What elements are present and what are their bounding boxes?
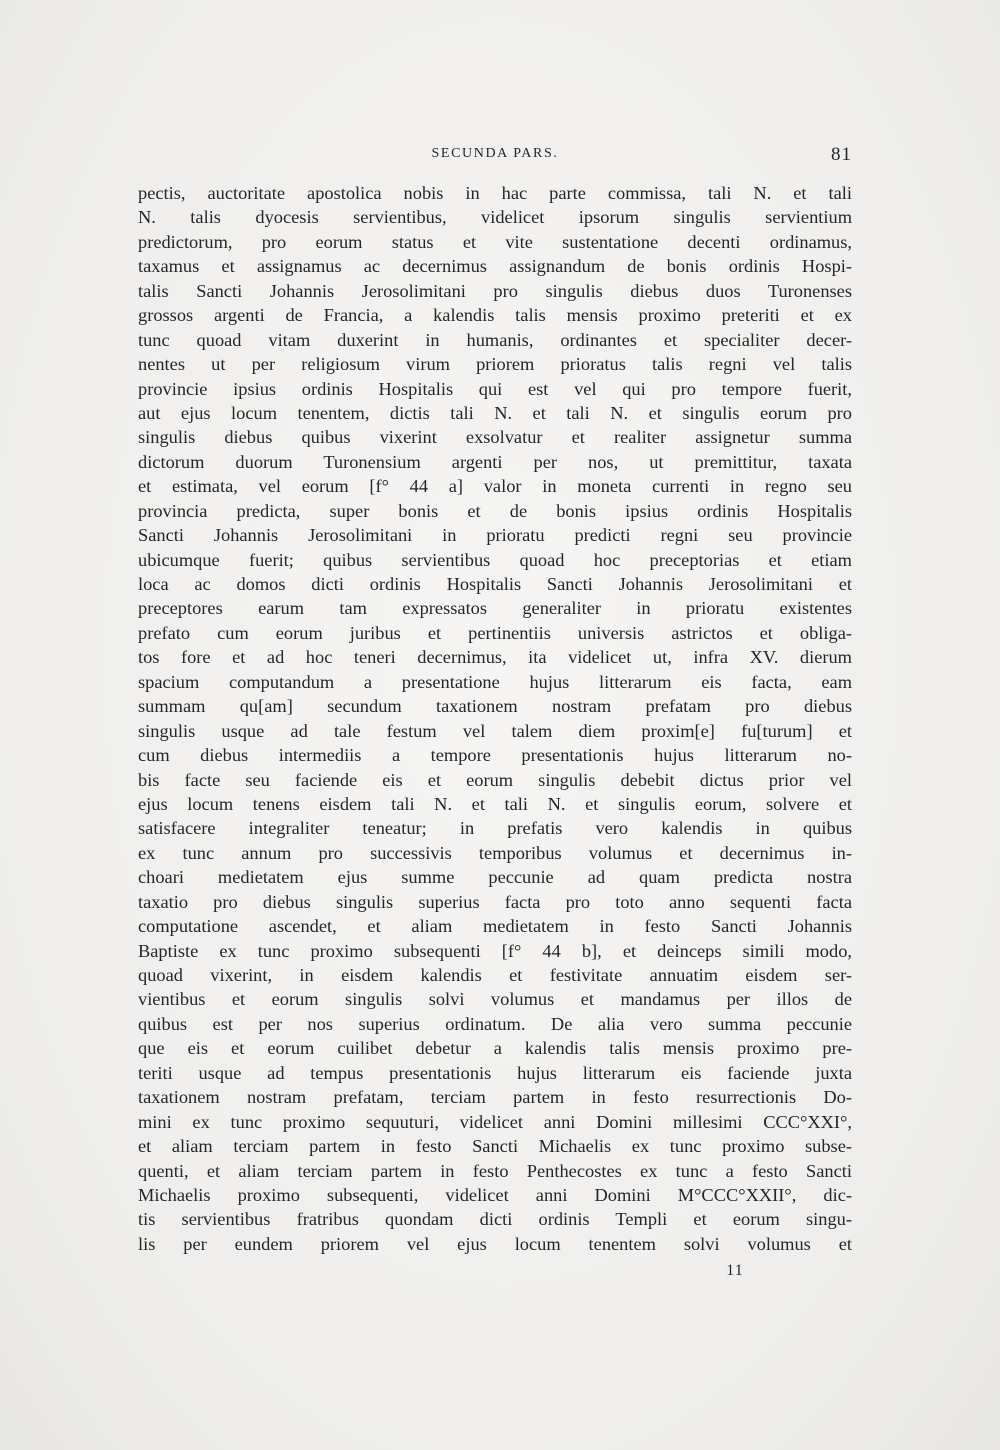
text-line: tos fore et ad hoc teneri decernimus, ita videlicet ut, infra XV. dierum bbox=[138, 647, 852, 668]
text-line: satisfacere integraliter teneatur; in prefatis vero kalendis in quibus bbox=[138, 818, 852, 839]
text-line: N. talis dyocesis servientibus, videlicet ipsorum singulis servientium bbox=[138, 207, 852, 228]
text-line: grossos argenti de Francia, a kalendis talis mensis proximo preteriti et ex bbox=[138, 305, 852, 326]
text-line: ejus locum tenens eisdem tali N. et tali N. et singulis eorum, solvere et bbox=[138, 793, 852, 814]
text-line: dictorum duorum Turonensium argenti per nos, ut premittitur, taxata bbox=[138, 451, 852, 472]
text-line: singulis diebus quibus vixerint exsolvatur et realiter assignetur summa bbox=[138, 427, 852, 448]
text-line: que eis et eorum cuilibet debetur a kalendis talis mensis proximo pre- bbox=[138, 1038, 852, 1059]
text-line: Baptiste ex tunc proximo subsequenti [f° 44 b], et deinceps simili modo, bbox=[138, 940, 852, 961]
text-line: provincia predicta, super bonis et de bonis ipsius ordinis Hospitalis bbox=[138, 500, 852, 521]
text-line: provincie ipsius ordinis Hospitalis qui est vel qui pro tempore fuerit, bbox=[138, 378, 852, 399]
text-line: summam qu[am] secundum taxationem nostram prefatam pro diebus bbox=[138, 696, 852, 717]
text-line: predictorum, pro eorum status et vite sustentatione decenti ordinamus, bbox=[138, 231, 852, 252]
text-line: et estimata, vel eorum [f° 44 a] valor in moneta currenti in regno seu bbox=[138, 476, 852, 497]
text-line: taxationem nostram prefatam, terciam partem in festo resurrectionis Do- bbox=[138, 1087, 852, 1108]
text-line: ex tunc annum pro successivis temporibus volumus et decernimus in- bbox=[138, 842, 852, 863]
text-line: Michaelis proximo subsequenti, videlicet anni Domini M°CCC°XXII°, dic- bbox=[138, 1184, 852, 1205]
text-line: quenti, et aliam terciam partem in festo Penthecostes ex tunc a festo Sancti bbox=[138, 1160, 852, 1181]
text-line: spacium computandum a presentatione hujus litterarum eis facta, eam bbox=[138, 671, 852, 692]
text-line: taxatio pro diebus singulis superius facta pro toto anno sequenti facta bbox=[138, 891, 852, 912]
text-line: quoad vixerint, in eisdem kalendis et festivitate annuatim eisdem ser- bbox=[138, 965, 852, 985]
text-line: bis facte seu faciende eis et eorum singulis debebit dictus prior vel bbox=[138, 769, 852, 790]
text-line: pectis, auctoritate apostolica nobis in hac parte commissa, tali N. et tali bbox=[138, 183, 852, 203]
text-line: vientibus et eorum singulis solvi volumus et mandamus per illos de bbox=[138, 989, 852, 1010]
text-line: quibus est per nos superius ordinatum. De alia vero summa peccunie bbox=[138, 1013, 852, 1034]
text-line: Sancti Johannis Jerosolimitani in prioratu predicti regni seu provincie bbox=[138, 525, 852, 546]
page-header bbox=[138, 146, 852, 170]
text-line: aut ejus locum tenentem, dictis tali N. et tali N. et singulis eorum pro bbox=[138, 402, 852, 423]
text-line: taxamus et assignamus ac decernimus assignandum de bonis ordinis Hospi- bbox=[138, 256, 852, 277]
text-line: cum diebus intermediis a tempore presentationis hujus litterarum no- bbox=[138, 745, 852, 766]
text-line: et aliam terciam partem in festo Sancti Michaelis ex tunc proximo subse- bbox=[138, 1136, 852, 1157]
body-text bbox=[138, 181, 852, 1256]
page-number: 81 bbox=[831, 144, 852, 165]
text-line: prefato cum eorum juribus et pertinentiis universis astrictos et obliga- bbox=[138, 622, 852, 643]
text-line: choari medietatem ejus summe peccunie ad quam predicta nostra bbox=[138, 867, 852, 888]
text-line: teriti usque ad tempus presentationis hujus litterarum eis faciende juxta bbox=[138, 1062, 852, 1083]
text-line: mini ex tunc proximo sequuturi, videlicet anni Domini millesimi CCC°XXI°, bbox=[138, 1111, 852, 1132]
text-line: nentes ut per religiosum virum priorem prioratus talis regni vel talis bbox=[138, 354, 852, 375]
signature-mark: 11 bbox=[726, 1262, 744, 1279]
text-line: preceptores earum tam expressatos generaliter in prioratu existentes bbox=[138, 598, 852, 619]
text-line: computatione ascendet, et aliam medietatem in festo Sancti Johannis bbox=[138, 916, 852, 937]
text-line: singulis usque ad tale festum vel talem diem proxim[e] fu[turum] et bbox=[138, 720, 852, 741]
text-line: tis servientibus fratribus quondam dicti ordinis Templi et eorum singu- bbox=[138, 1209, 852, 1230]
text-line: tunc quoad vitam duxerint in humanis, ordinantes et specialiter decer- bbox=[138, 329, 852, 350]
text-line: talis Sancti Johannis Jerosolimitani pro singulis diebus duos Turonenses bbox=[138, 280, 852, 301]
text-line: lis per eundem priorem vel ejus locum tenentem solvi volumus et bbox=[138, 1233, 852, 1254]
text-line: loca ac domos dicti ordinis Hospitalis Sancti Johannis Jerosolimitani et bbox=[138, 574, 852, 594]
running-head: SECUNDA PARS. bbox=[431, 146, 559, 161]
text-line: ubicumque fuerit; quibus servientibus quoad hoc preceptorias et etiam bbox=[138, 549, 852, 570]
